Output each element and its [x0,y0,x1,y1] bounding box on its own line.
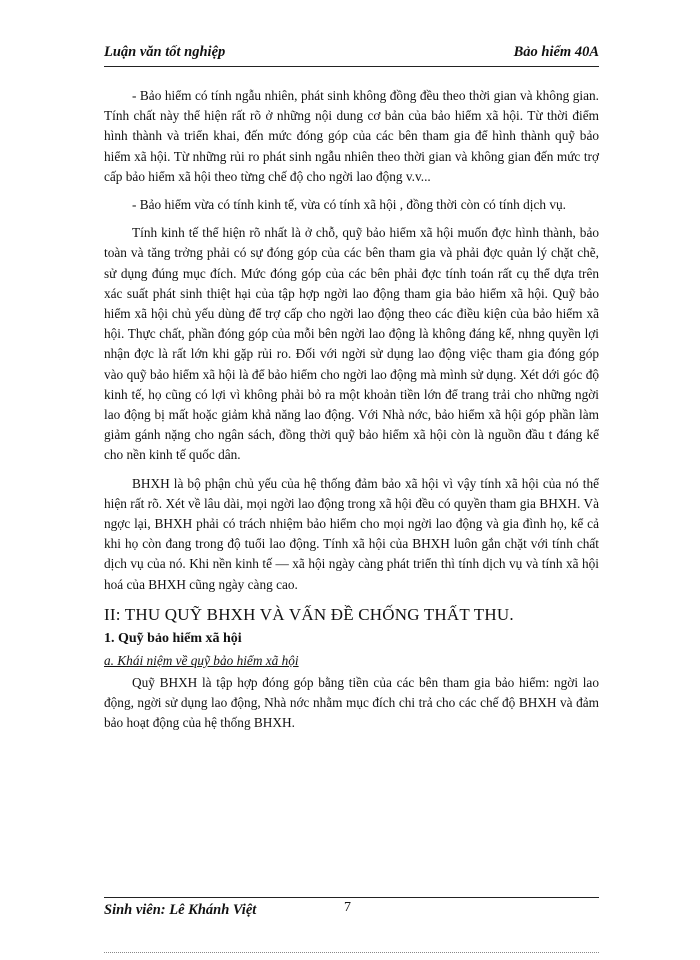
subsection-heading: 1. Quỹ bảo hiểm xã hội [104,630,242,646]
page-header [104,44,599,66]
header-thesis-title: Luận văn tốt nghiệp [104,44,226,60]
page-bottom-dotted-border [104,952,599,953]
paragraph-social-nature: BHXH là bộ phận chủ yếu của hệ thống đảm bảo xã hội vì vậy tính xã hội của nó thể hiện rất rõ. Xét về lâu dài, mọi ngời lao động trong xã hội đều có quyền tham gia BHXH. Và ngợc lại, BHXH phải có trách nhiệm bảo hiểm cho mọi ngời lao động và gia đình họ, kể cả khi họ còn đang trong độ tuổi lao động. Tính xã hội của BHXH luôn gắn chặt với tính chất dịch vụ của nó. Khi nền kinh tế — xã hội ngày càng phát triển thì tính dịch vụ và tính xã hội hoá của BHXH cũng ngày càng cao. [104,475,599,592]
page-number: 7 [344,900,351,915]
subsubsection-heading: a. Khái niệm về quỹ bảo hiểm xã hội [104,652,299,668]
paragraph-economic-social: - Bảo hiểm vừa có tính kinh tế, vừa có tính xã hội , đồng thời còn có tính dịch vụ. [132,197,566,213]
footer-student-name: Sinh viên: Lê Khánh Việt [104,902,257,918]
page-body [104,86,599,733]
paragraph-economic-nature: Tính kinh tế thể hiện rõ nhất là ở chỗ, quỹ bảo hiểm xã hội muốn đợc hình thành, bảo toàn và tăng trởng phải có sự đóng góp của các bên tham gia và phải đợc quản lý chặt chẽ, sử dụng đúng mục đích. Mức đóng góp của các bên phải đợc tính toán rất cụ thể dựa trên xác suất phát sinh thiệt hại của tập hợp ngời lao động tham gia bảo hiểm xã hội. Quỹ bảo hiểm xã hội chủ yếu dùng để trợ cấp cho ngời lao động theo các điều kiện của bảo hiểm xã hội. Thực chất, phần đóng góp của mỗi bên ngời lao động là không đáng kể, nhng quyền lợi nhận đợc là rất lớn khi gặp rủi ro. Đối với ngời sử dụng lao động việc tham gia đóng góp vào quỹ bảo hiểm xã hội là để bảo hiểm cho ngời lao động mà mình sử dụng. Xét dới góc độ kinh tế, họ cũng có lợi vì không phải bỏ ra một khoản tiền lớn để trang trải cho những ngời lao động bị mất hoặc giảm khả năng lao động. Với Nhà nớc, bảo hiểm xã hội góp phần làm giảm gánh nặng cho ngân sách, đồng thời quỹ bảo hiểm xã hội còn là nguồn đầu t đáng kể cho nền kinh tế quốc dân. [104,225,599,463]
page-footer [104,902,599,924]
section-heading: II: THU QUỸ BHXH VÀ VẤN ĐỀ CHỐNG THẤT THU. [104,604,514,624]
paragraph-fund-definition: Quỹ BHXH là tập hợp đóng góp bằng tiền của các bên tham gia bảo hiểm: ngời lao động, ngời sử dụng lao động, Nhà nớc nhằm mục đích chi trả cho các chế độ BHXH và đảm bảo hoạt động của hệ thống BHXH. [104,674,599,731]
footer-rule [104,897,599,898]
header-class: Bảo hiểm 40A [513,44,599,60]
paragraph-random-nature: - Bảo hiểm có tính ngẫu nhiên, phát sinh không đồng đều theo thời gian và không gian. Tính chất này thể hiện rất rõ ở những nội dung cơ bản của bảo hiểm xã hội. Từ thời điểm hình thành và triển khai, đến mức đóng góp của các bên tham gia để hình thành quỹ bảo hiểm xã hội. Từ những rủi ro phát sinh ngẫu nhiên theo thời gian và không gian đến mức trợ cấp bảo hiểm xã hội theo từng chế độ cho ngời lao động v.v... [104,88,599,184]
header-rule [104,66,599,67]
